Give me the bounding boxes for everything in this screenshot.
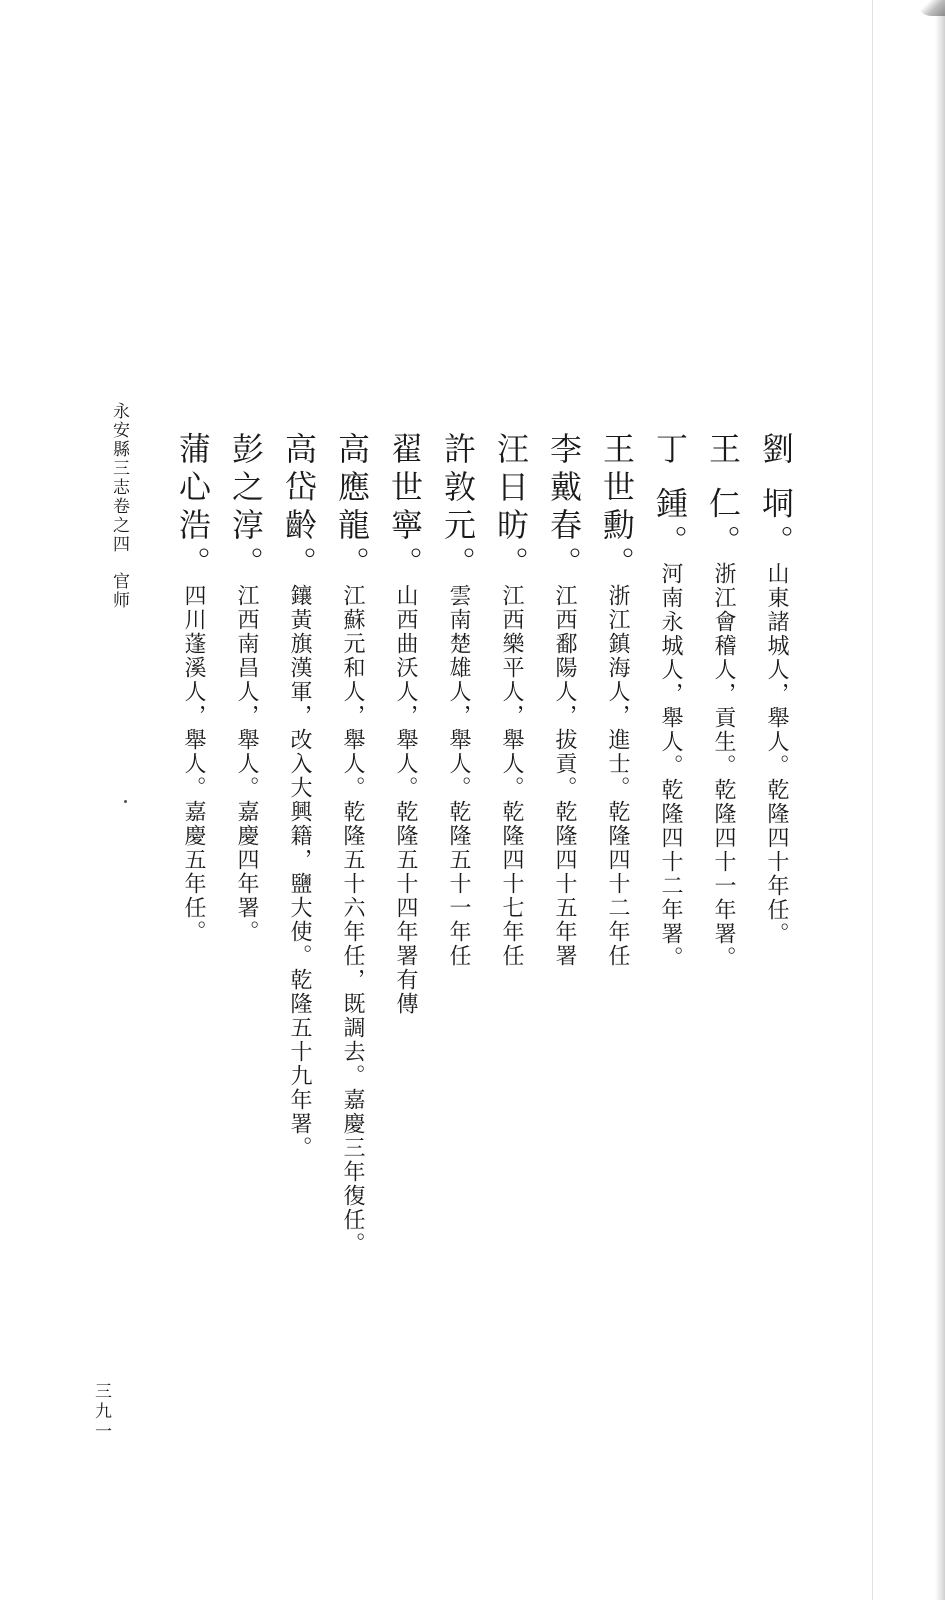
page-edge-shadow <box>935 0 945 1600</box>
official-description: 雲南楚雄人，舉人。乾隆五十一年任 <box>446 584 471 968</box>
official-entry <box>280 432 318 1160</box>
official-name: 王 仁。 <box>704 432 742 563</box>
official-description: 浙江鎮海人，進士。乾隆四十二年任 <box>605 584 630 968</box>
running-header <box>110 402 127 610</box>
official-entry <box>704 432 742 971</box>
section-title: 官师 <box>109 572 129 610</box>
official-name: 許敦元。 <box>439 432 477 584</box>
official-description: 浙江會稽人，貢生。乾隆四十一年署。 <box>711 562 736 971</box>
official-description: 江西樂平人，舉人。乾隆四十七年任 <box>499 584 524 968</box>
official-entry <box>174 432 212 944</box>
official-description: 江蘇元和人，舉人。乾隆五十六年任，既調去。嘉慶三年復任。 <box>340 584 365 1256</box>
official-name: 翟世寧。 <box>386 432 424 584</box>
official-description: 河南永城人，舉人。乾隆四十二年署。 <box>658 562 683 971</box>
page-number: 三九一 <box>91 1382 111 1442</box>
official-name: 丁 鍾。 <box>651 432 689 563</box>
official-entry <box>598 432 636 968</box>
official-name: 蒲心浩。 <box>174 432 212 584</box>
official-name: 高應龍。 <box>333 432 371 584</box>
official-name: 彭之淳。 <box>227 432 265 584</box>
official-entry <box>439 432 477 968</box>
official-entry <box>757 432 795 947</box>
official-name: 李戴春。 <box>545 432 583 584</box>
official-name: 王世勳。 <box>598 432 636 584</box>
official-description: 鑲黃旗漢軍，改入大興籍，鹽大使。乾隆五十九年署。 <box>287 584 312 1160</box>
official-description: 四川蓬溪人，舉人。嘉慶五年任。 <box>181 584 206 944</box>
official-name: 劉 垌。 <box>757 432 795 563</box>
book-title: 永安縣三志卷之四 <box>109 402 129 554</box>
official-name: 汪日昉。 <box>492 432 530 584</box>
page-fold-line <box>872 0 873 1600</box>
official-entry <box>333 432 371 1256</box>
official-description: 江西南昌人，舉人。嘉慶四年署。 <box>234 584 259 944</box>
official-entry <box>227 432 265 944</box>
official-description: 山東諸城人，舉人。乾隆四十年任。 <box>764 562 789 947</box>
official-entry <box>386 432 424 1016</box>
corner-scan-mark <box>917 0 945 16</box>
official-description: 江西鄱陽人，拔貢。乾隆四十五年署 <box>552 584 577 968</box>
official-entry <box>651 432 689 971</box>
official-description: 山西曲沃人，舉人。乾隆五十四年署有傳 <box>393 584 418 1016</box>
scan-speck <box>124 800 127 803</box>
official-entry <box>545 432 583 968</box>
official-entry <box>492 432 530 968</box>
official-name: 高岱齡。 <box>280 432 318 584</box>
